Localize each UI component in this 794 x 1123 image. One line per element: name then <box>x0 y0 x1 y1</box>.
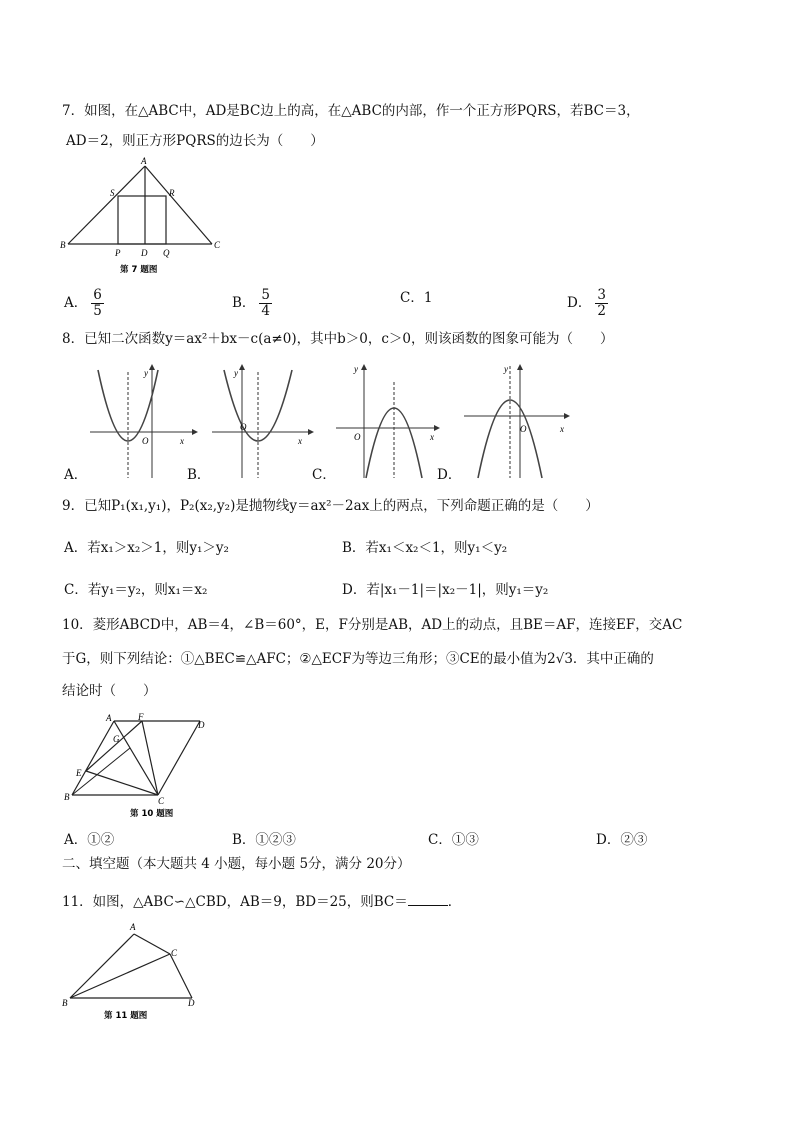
q7-option-c <box>400 288 432 308</box>
q7-line1: 7．如图，在△ABC中，AD是BC边上的高，在△ABC的内部，作一个正方形PQRS，若BC＝3， <box>62 103 640 119</box>
q7-option-b <box>232 288 272 319</box>
q8d-label-o: O <box>520 424 527 434</box>
q8a-label-x: x <box>180 436 184 446</box>
q11-label-A: A <box>130 922 136 932</box>
q7-figure <box>60 156 230 276</box>
q8-graph-d <box>462 362 574 480</box>
q7-label-C: C <box>214 240 221 250</box>
q8c-label-y: y <box>354 364 358 374</box>
q8-option-c: C． <box>312 467 336 483</box>
q11-label-D: D <box>188 998 195 1008</box>
q7-option-a-den: 5 <box>93 303 102 319</box>
q9-option-a: A．若x₁＞x₂＞1，则y₁＞y₂ <box>64 540 229 556</box>
q7-option-a-fraction <box>91 288 104 319</box>
q11-label-C: C <box>171 948 178 958</box>
q10-label-A: A <box>106 713 112 723</box>
q7-label-P: P <box>115 248 121 258</box>
q8d-label-x: x <box>560 424 564 434</box>
q11-text: 11．如图，△ABC∽△CBD，AB＝9，BD＝25，则BC＝ <box>62 894 408 910</box>
q8c-label-o: O <box>354 432 361 442</box>
q7-option-a-num: 6 <box>93 287 102 303</box>
q10-label-E: E <box>76 768 82 778</box>
q10-label-D: D <box>198 720 205 730</box>
q10-label-F: F <box>138 712 144 722</box>
q7-option-b-label: B． <box>232 295 256 311</box>
q7-option-d-label: D． <box>567 295 592 311</box>
q11-figure-caption: 第 11 题图 <box>104 1011 148 1021</box>
q9-option-d: D．若|x₁－1|＝|x₂－1|，则y₁＝y₂ <box>342 582 549 598</box>
q11-figure <box>60 918 210 1026</box>
q8-graph-a <box>88 362 200 480</box>
q9-option-b: B．若x₁＜x₂＜1，则y₁＜y₂ <box>342 540 508 556</box>
q7-label-B: B <box>60 240 66 250</box>
q7-option-a-label: A． <box>64 295 88 311</box>
q10-line3: 结论时（ ） <box>62 683 157 699</box>
q10-option-c: C．①③ <box>428 832 479 848</box>
q8-option-d: D． <box>437 467 462 483</box>
q10-label-C: C <box>158 796 165 806</box>
q7-option-d-den: 2 <box>597 303 606 319</box>
q7-option-d <box>567 288 608 319</box>
q8b-label-o: O <box>240 422 247 432</box>
q9-line1: 9．已知P₁(x₁,y₁)，P₂(x₂,y₂)是抛物线y＝ax²－2ax上的两点，下列命题正确的是（ ） <box>62 498 599 514</box>
q7-option-b-fraction <box>259 288 272 319</box>
q11-answer-blank[interactable] <box>408 891 448 906</box>
q8a-label-o: O <box>142 436 149 446</box>
q8b-label-y: y <box>234 368 238 378</box>
q11-label-B: B <box>62 998 68 1008</box>
q7-option-c-label: C． <box>400 290 424 306</box>
q8-graph-b <box>210 362 322 480</box>
q7-option-c-text: 1 <box>423 290 433 306</box>
q7-label-R: R <box>169 188 175 198</box>
q10-line2: 于G，则下列结论：①△BEC≌△AFC；②△ECF为等边三角形；③CE的最小值为2√3．其中正确的 <box>62 651 654 667</box>
q8c-label-x: x <box>430 432 434 442</box>
q7-option-a <box>64 288 104 319</box>
q8b-label-x: x <box>298 436 302 446</box>
q8a-label-y: y <box>144 368 148 378</box>
q8d-label-y: y <box>504 364 508 374</box>
q10-option-b: B．①②③ <box>232 832 296 848</box>
q8-line1: 8．已知二次函数y＝ax²＋bx－c(a≠0)，其中b＞0，c＞0，则该函数的图象可能为（ ） <box>62 331 614 347</box>
q7-option-d-num: 3 <box>597 287 606 303</box>
q10-figure <box>60 712 230 824</box>
q7-line2: AD＝2，则正方形PQRS的边长为（ ） <box>66 133 324 149</box>
q7-label-D: D <box>141 248 148 258</box>
q7-option-b-num: 5 <box>261 287 271 303</box>
q7-option-d-fraction <box>595 288 608 319</box>
q11-text-end: ． <box>447 894 462 910</box>
q8-graph-c <box>334 362 446 480</box>
q10-figure-caption: 第 10 题图 <box>130 809 174 819</box>
q7-label-S: S <box>110 188 115 198</box>
q10-label-B: B <box>64 792 70 802</box>
q8-option-b: B． <box>187 467 211 483</box>
q8-option-a: A． <box>64 467 88 483</box>
q7-label-A: A <box>141 156 147 166</box>
section2-title: 二、填空题（本大题共 4 小题，每小题 5分，满分 20分） <box>62 856 411 872</box>
q11-line1 <box>62 891 461 912</box>
q10-option-a: A．①② <box>64 832 115 848</box>
q7-label-Q: Q <box>163 248 170 258</box>
q10-line1: 10．菱形ABCD中，AB＝4，∠B＝60°，E，F分别是AB，AD上的动点，且BE＝AF，连接EF，交AC <box>62 617 683 633</box>
q10-label-G: G <box>113 734 120 744</box>
q7-figure-caption: 第 7 题图 <box>120 265 158 275</box>
q10-option-d: D．②③ <box>596 832 648 848</box>
q7-option-b-den: 4 <box>261 303 271 319</box>
q9-option-c: C．若y₁＝y₂，则x₁＝x₂ <box>64 582 208 598</box>
